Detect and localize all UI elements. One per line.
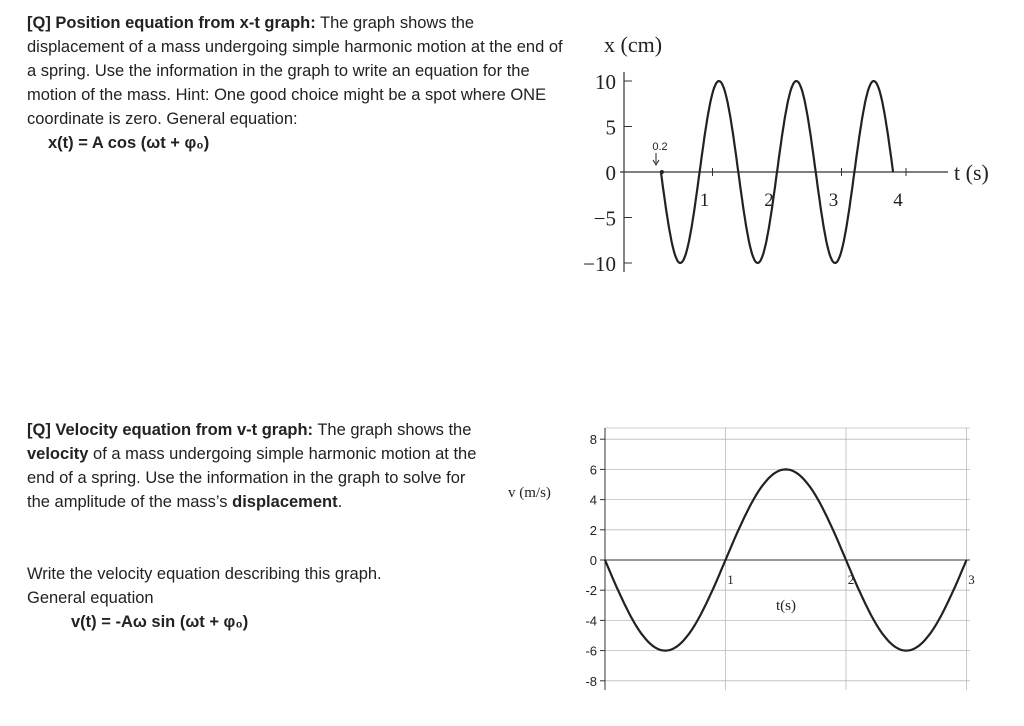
xt-y-tick-label: −5 [593,206,616,231]
vt-y-tick-label: 2 [589,522,597,538]
velocity-eq-instruction: Write the velocity equation describing this graph. [27,565,382,583]
xt-x-tick-label: 3 [828,190,839,211]
xt-annotation: 0.2 [652,141,668,153]
xt-y-tick-label: 5 [605,115,616,140]
vt-x-axis-label: t(s) [776,598,796,614]
vt-y-tick-label: -8 [585,673,597,689]
vt-x-tick-label: 3 [968,572,975,587]
xt-x-tick-label: 4 [893,190,903,211]
vt-y-tick-label: 0 [589,553,597,568]
vt-y-tick-label: -2 [585,583,597,599]
xt-y-axis-label: x (cm) [604,32,663,57]
velocity-eq-general-label: General equation [27,589,154,607]
question-velocity-body-b: of a mass undergoing simple harmonic motion at the end of a spring. Use the information in the graph to solve for the amplitude of the mass’s [27,445,477,511]
question-velocity-body-c: . [337,493,343,511]
question-velocity-bold-displacement: displacement [232,493,338,511]
vt-x-tick-label: 2 [847,572,855,587]
question-velocity-heading: [Q] Velocity equation from v-t graph: [27,421,314,439]
vt-y-tick-label: -6 [585,643,597,659]
xt-y-tick-label: 10 [595,70,616,94]
vt-y-tick-label: 4 [589,492,597,508]
vt-y-axis-label: v (m/s) [508,485,551,501]
xt-x-axis-label: t (s) [954,160,989,185]
xt-x-tick-label: 1 [699,190,710,211]
velocity-general-equation: v(t) = -Aω sin (ωt + φ₀) [71,613,249,631]
vt-y-tick-label: 6 [589,462,597,478]
position-general-equation: x(t) = A cos (ωt + φ₀) [48,134,210,152]
vt-y-tick-label: 8 [589,432,597,448]
xt-x-tick-label: 2 [764,190,774,211]
vt-y-tick-label: -4 [585,613,597,629]
vt-x-tick-label: 1 [727,572,734,587]
question-velocity-bold-velocity: velocity [27,445,89,463]
xt-y-tick-label: −10 [583,252,616,276]
xt-start-point [660,170,664,174]
xt-y-tick-label: 0 [605,161,616,185]
question-velocity-body-a: The graph shows the [313,421,472,439]
question-position-heading: [Q] Position equation from x-t graph: [27,14,316,32]
question-position-body: The graph shows the displacement of a mass undergoing simple harmonic motion at the end of a spring. Use the information in the graph to write an equation for the motion of the mass. Hint: One good choice might be a spot where ONE coordinate is zero. General equation: [27,14,563,128]
